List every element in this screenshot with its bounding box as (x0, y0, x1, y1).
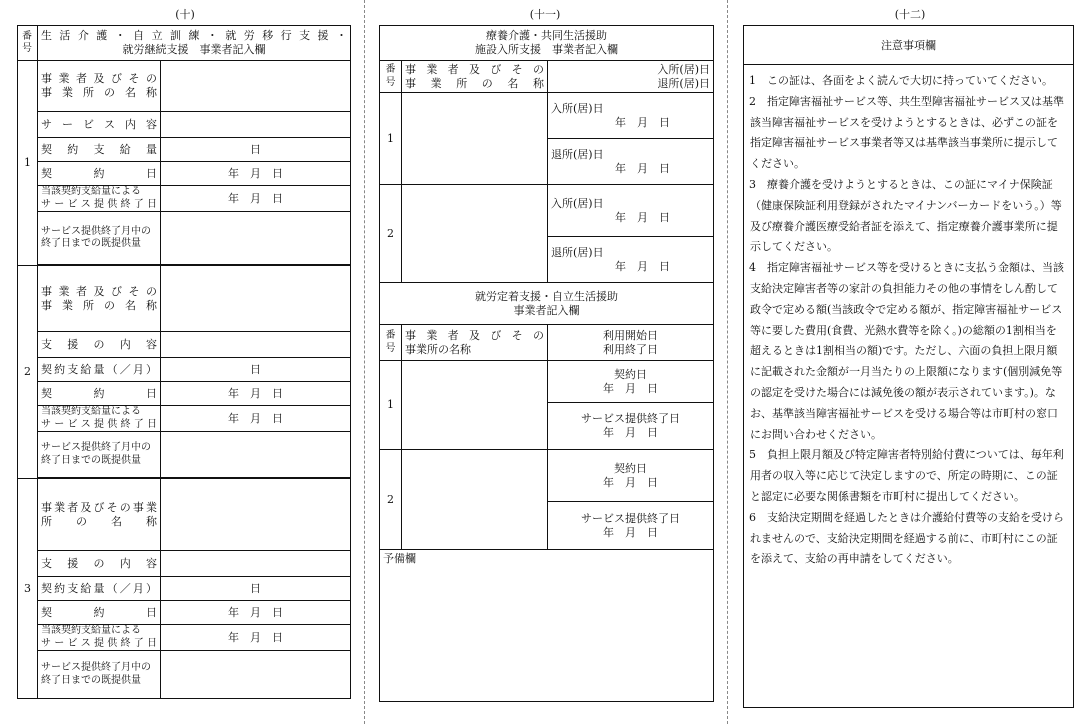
support-content-field-3[interactable] (161, 551, 351, 577)
name-header: 事業者及びその 事業所の名称 (402, 61, 548, 93)
provided-amount-field-3[interactable] (161, 651, 351, 699)
service-end-field-3[interactable]: 年 月 日 (161, 625, 351, 651)
service-content-label: サービス内容 (38, 112, 161, 138)
row-num-2: 2 (380, 185, 402, 283)
out-date-field-2[interactable]: 退所(居)日 年 月 日 (548, 237, 714, 283)
row-num-1: 1 (380, 93, 402, 185)
notice-item: 4 指定障害福祉サービス等を受けるときに支払う金額は、当該支給決定障害者等の家計の負担能力その他の事情をしん酌して政令で定める額(当該政令で定める額が、指定障害福祉サービス等に要した費用(食費、光熱水費等を除く。)の総額の1割相当を超えるときは1割相当の額)です。ただし、六面の負担上限月額に記載された金額が一月当たりの上限額になります(個別減免等の認定を受けた場合には減免後の額が表示されています。)。なお、基準該当障害福祉サービスを受ける場合等は市町村の窓口にお問い合わせください。 (749, 261, 1064, 441)
row-num-3: 3 (18, 479, 38, 699)
in-date-field-1[interactable]: 入所(居)日 年 月 日 (548, 93, 714, 139)
provided-amount-field-1[interactable] (161, 212, 351, 265)
row-num-2: 2 (18, 266, 38, 479)
in-out-header: 入所(居)日 退所(居)日 (548, 61, 714, 93)
page-label-10: (十) (175, 8, 195, 21)
form-11-table (379, 25, 714, 702)
reserve-field[interactable] (380, 550, 714, 702)
contract-amount-label: 契約支給量 (38, 138, 161, 162)
fold-line-left (364, 0, 365, 724)
provider-name-field-1[interactable] (161, 61, 351, 112)
form-11-section2-title: 就労定着支援・自立生活援助 事業者記入欄 (380, 283, 714, 325)
fold-line-right (727, 0, 728, 724)
provided-amount-label: サービス提供終了月中の 終了日までの既提供量 (38, 212, 161, 265)
service-end-label: 当該契約支給量による サービス提供終了日 (38, 406, 161, 432)
service-end-field-1[interactable]: 年 月 日 (161, 186, 351, 212)
service-content-field-1[interactable] (161, 112, 351, 138)
notice-box (743, 25, 1074, 708)
start-end-header: 利用開始日 利用終了日 (548, 325, 714, 361)
num-header: 番号 (380, 61, 402, 93)
in-date-field-2[interactable]: 入所(居)日 年 月 日 (548, 185, 714, 237)
support-content-label: 支援の内容 (38, 332, 161, 358)
row-num-2: 2 (380, 450, 402, 550)
name-header-2: 事業者及びその 事業所の名称 (402, 325, 548, 361)
service-end-label: 当該契約支給量による サービス提供終了日 (38, 186, 161, 212)
facility-name-field-2[interactable] (402, 185, 548, 283)
notice-title: 注意事項欄 (744, 26, 1073, 65)
provided-amount-label: サービス提供終了月中の 終了日までの既提供量 (38, 432, 161, 478)
notice-item: 5 負担上限月額及び特定障害者特別給付費については、毎年利用者の収入等に応じて決定しますので、所定の時期に、この証と認定に必要な関係書類を市町村に提出してください。 (749, 448, 1064, 503)
service-end-field-s2-1[interactable]: サービス提供終了日 年 月 日 (548, 403, 714, 450)
contract-amount-month-label: 契約支給量（／月） (38, 358, 161, 382)
contract-amount-field-1[interactable]: 日 (161, 138, 351, 162)
contract-date-field-1[interactable]: 年 月 日 (161, 162, 351, 186)
page-label-12: (十二) (894, 8, 926, 21)
provider-name-label: 事業者及びその事業 所の名称 (38, 479, 161, 551)
support-content-field-2[interactable] (161, 332, 351, 358)
form-10-table (17, 25, 351, 699)
provider-name-field-2[interactable] (161, 266, 351, 332)
provider-name-field-s2-2[interactable] (402, 450, 548, 550)
service-end-label: 当該契約支給量による サービス提供終了日 (38, 625, 161, 651)
provider-name-field-s2-1[interactable] (402, 361, 548, 450)
facility-name-field-1[interactable] (402, 93, 548, 185)
contract-date-label: 契約日 (38, 162, 161, 186)
notice-item: 3 療養介護を受けようとするときは、この証にマイナ保険証（健康保険証利用登録がされたマイナンバーカードをいう。）等及び療養介護医療受給者証を添えて、指定療養介護事業所に提示してください。 (749, 177, 1062, 254)
contract-amount-month-label: 契約支給量（／月） (38, 577, 161, 601)
support-content-label: 支援の内容 (38, 551, 161, 577)
provided-amount-field-2[interactable] (161, 432, 351, 478)
contract-date-field-2[interactable]: 年 月 日 (161, 382, 351, 406)
row-num-1: 1 (380, 361, 402, 450)
contract-date-field-s2-1[interactable]: 契約日 年 月 日 (548, 361, 714, 403)
num-header: 番号 (18, 26, 38, 61)
notice-list (744, 65, 1073, 570)
provider-name-label: 事業者及びその 事業所の名称 (38, 61, 161, 112)
provided-amount-label: サービス提供終了月中の 終了日までの既提供量 (38, 651, 161, 699)
contract-date-label: 契約日 (38, 601, 161, 625)
notice-item: 1 この証は、各面をよく読んで大切に持っていてください。 (749, 74, 1053, 87)
form-11-title: 療養介護・共同生活援助 施設入所支援 事業者記入欄 (380, 26, 714, 61)
contract-amount-field-2[interactable]: 日 (161, 358, 351, 382)
contract-date-field-3[interactable]: 年 月 日 (161, 601, 351, 625)
notice-item: 2 指定障害福祉サービス等、共生型障害福祉サービス又は基準該当障害福祉サービスを受けようとするときは、必ずこの証を指定障害福祉サービス事業者等又は基準該当事業所に提示してください。 (749, 94, 1064, 171)
num-header-2: 番号 (380, 325, 402, 361)
service-end-field-s2-2[interactable]: サービス提供終了日 年 月 日 (548, 502, 714, 550)
form-10-title: 生活介護・自立訓練・就労移行支援・ 就労継続支援 事業者記入欄 (38, 26, 351, 61)
reserve-label: 予備欄 (383, 552, 416, 565)
contract-date-field-s2-2[interactable]: 契約日 年 月 日 (548, 450, 714, 502)
service-end-field-2[interactable]: 年 月 日 (161, 406, 351, 432)
notice-item: 6 支給決定期間を経過したときは介護給付費等の支給を受けられませんので、支給決定期間を経過する前に、市町村にこの証を添えて、支給の再申請をしてください。 (749, 510, 1064, 566)
contract-date-label: 契約日 (38, 382, 161, 406)
provider-name-label: 事業者及びその 事業所の名称 (38, 266, 161, 332)
provider-name-field-3[interactable] (161, 479, 351, 551)
row-num-1: 1 (18, 61, 38, 266)
page-label-11: (十一) (529, 8, 561, 21)
contract-amount-field-3[interactable]: 日 (161, 577, 351, 601)
out-date-field-1[interactable]: 退所(居)日 年 月 日 (548, 139, 714, 185)
